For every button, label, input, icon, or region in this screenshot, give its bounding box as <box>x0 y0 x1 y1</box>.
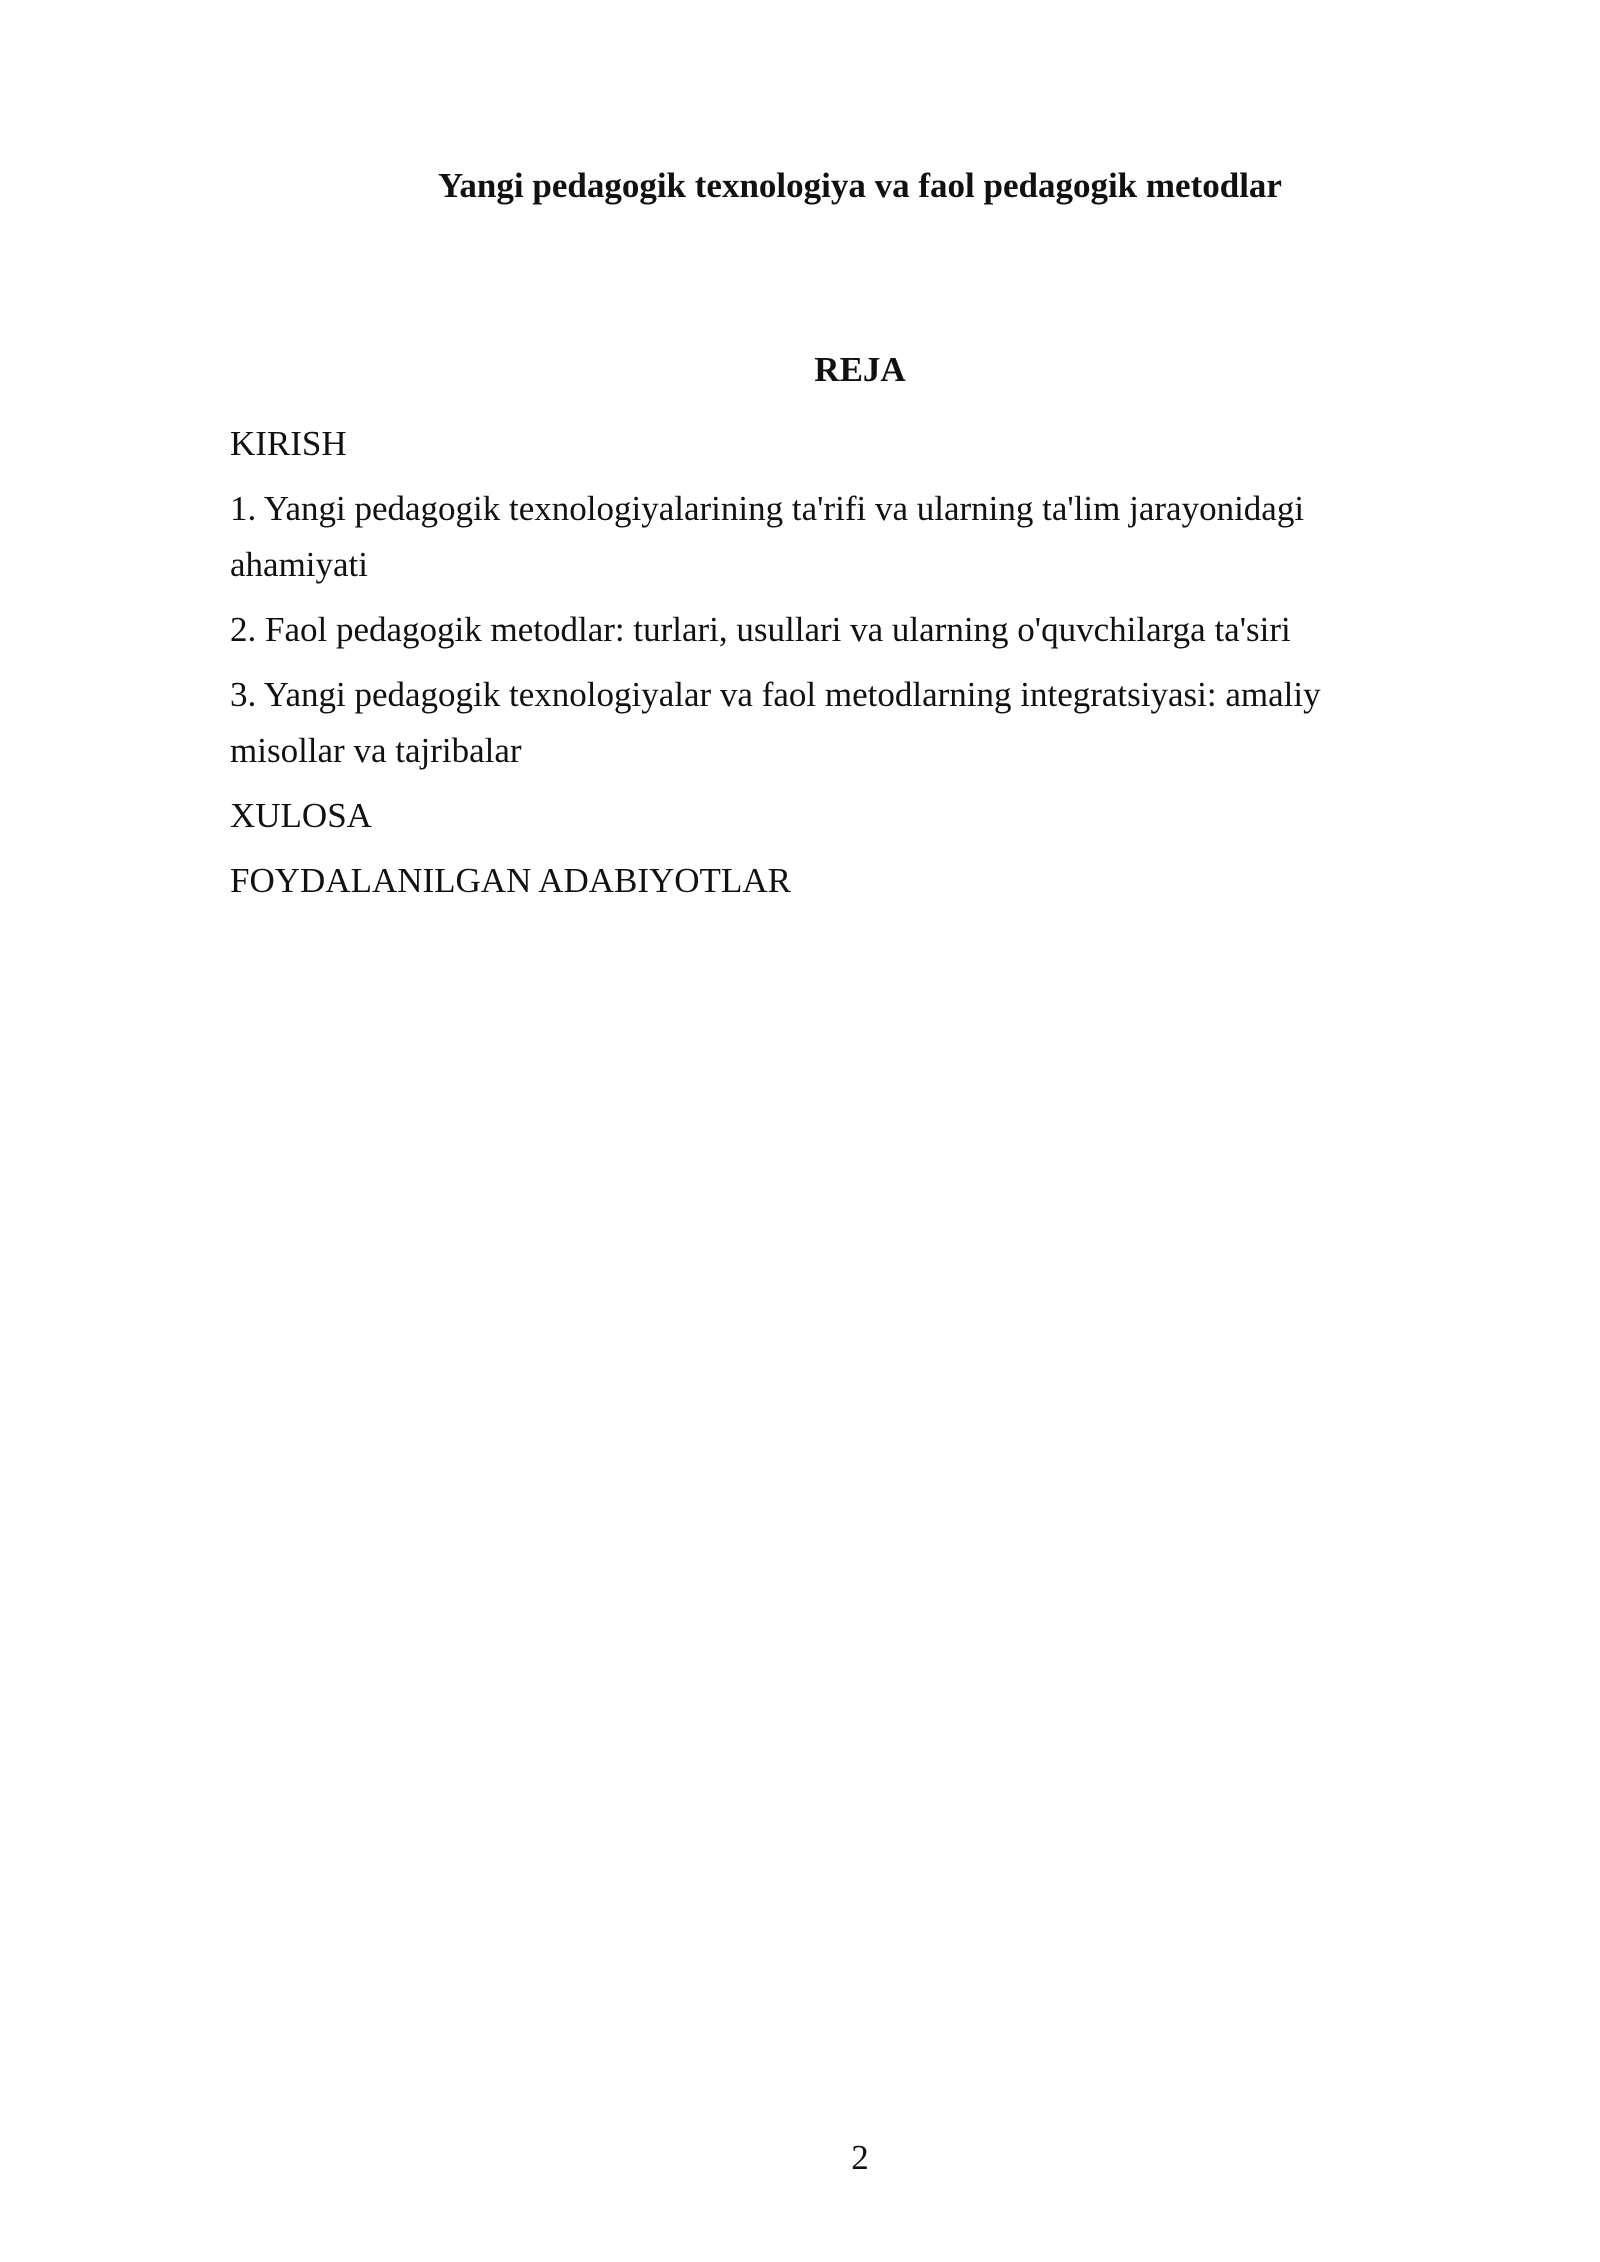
plan-item-1: 1. Yangi pedagogik texnologiyalarining ta'rifi va ularning ta'lim jarayonidagi ahamiyati <box>230 489 1305 584</box>
plan-heading: REJA <box>814 350 906 389</box>
plan-item-3: 3. Yangi pedagogik texnologiyalar va faol metodlarning integratsiyasi: amaliy misollar va tajribalar <box>230 675 1321 770</box>
plan-list <box>230 416 1430 918</box>
plan-item-references: FOYDALANILGAN ADABIYOTLAR <box>230 861 791 900</box>
plan-item-introduction: KIRISH <box>230 424 347 463</box>
document-title: Yangi pedagogik texnologiya va faol pedagogik metodlar <box>438 166 1282 205</box>
page-number: 2 <box>851 2138 869 2177</box>
plan-item-2: 2. Faol pedagogik metodlar: turlari, usullari va ularning o'quvchilarga ta'siri <box>230 610 1291 649</box>
plan-item-conclusion: XULOSA <box>230 796 372 835</box>
